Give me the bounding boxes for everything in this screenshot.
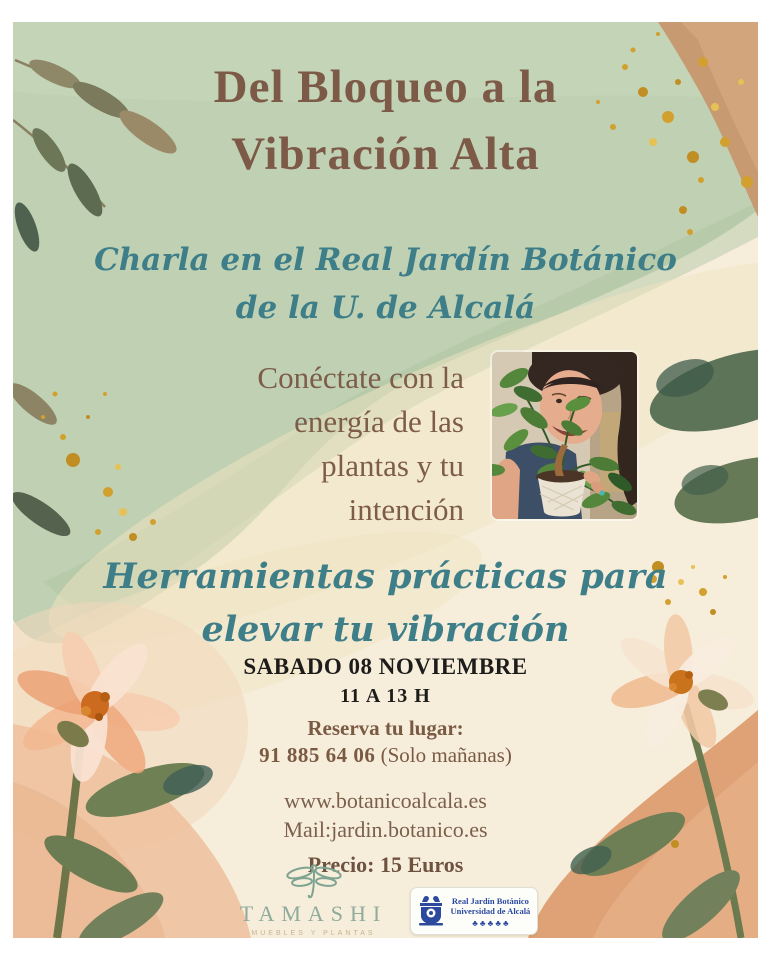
title-line-2: Vibración Alta	[231, 128, 540, 180]
tamashi-logo	[234, 862, 394, 937]
botanico-text	[451, 896, 531, 927]
speaker-photo	[492, 352, 637, 519]
body-text	[134, 352, 464, 532]
body-line-4: intención	[348, 492, 464, 527]
reserve-label: Reserva tu lugar:	[307, 716, 464, 740]
tamashi-name: TAMASHI	[239, 901, 388, 926]
phone-line	[13, 743, 758, 768]
price-text: Precio: 15 Euros	[307, 852, 464, 877]
botanico-line-2: Universidad de Alcalá	[450, 906, 531, 916]
event-date: SABADO 08 NOVIEMBRE	[243, 654, 528, 679]
phone-number: 91 885 64 06	[259, 743, 376, 767]
phone-note: (Solo mañanas)	[380, 743, 512, 767]
tagline-line-2: elevar tu vibración	[201, 609, 570, 650]
botanico-line-1: Real Jardín Botánico	[451, 895, 529, 906]
event-time: 11 A 13 H	[340, 685, 431, 707]
subtitle-line-1: Charla en el Real Jardín Botánico	[94, 242, 677, 278]
title-line-1: Del Bloqueo a la	[213, 61, 558, 113]
tagline-line-1: Herramientas prácticas para	[103, 556, 668, 597]
poster-subtitle	[13, 236, 758, 332]
tamashi-tagline: MUEBLES Y PLANTAS	[251, 930, 376, 937]
logos-section	[13, 862, 758, 937]
email-text: Mail:jardin.botanico.es	[283, 817, 488, 842]
body-line-1: Conéctate con la	[257, 360, 464, 395]
tree-icons: ♣ ♣ ♣ ♣ ♣	[472, 917, 509, 928]
body-line-3: plantas y tu	[321, 448, 464, 483]
dragonfly-icon	[285, 862, 343, 900]
website-text: www.botanicoalcala.es	[284, 788, 487, 813]
event-poster	[13, 22, 758, 938]
body-section	[13, 352, 758, 532]
botanico-logo	[410, 887, 538, 935]
university-crest-icon	[416, 894, 446, 928]
subtitle-line-2: de la U. de Alcalá	[235, 290, 536, 326]
body-line-2: energía de las	[294, 404, 464, 439]
poster-title	[13, 54, 758, 188]
poster-tagline	[13, 550, 758, 656]
